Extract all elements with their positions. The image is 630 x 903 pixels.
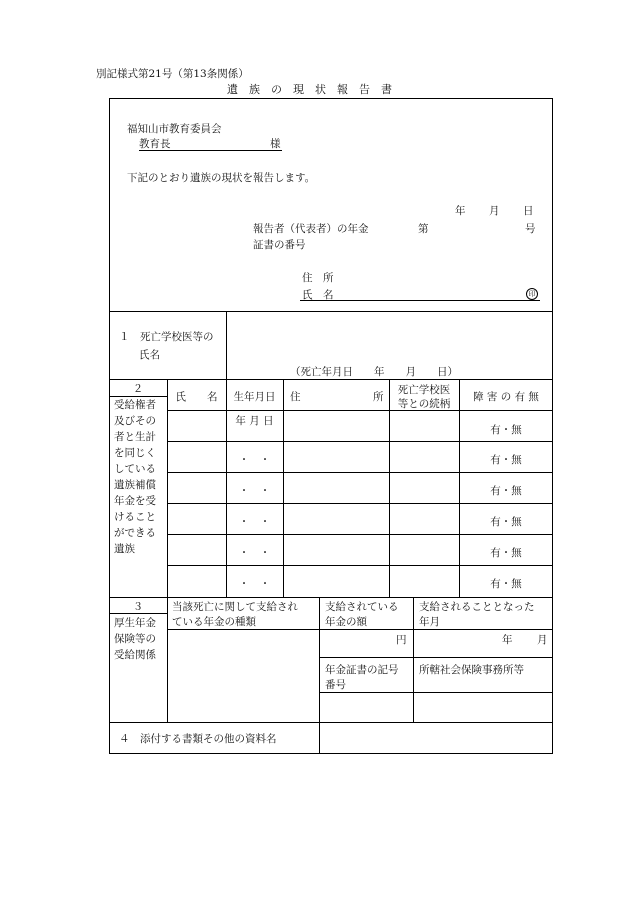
row6-disability: 有・無 (490, 578, 522, 590)
divider-s2-row3 (167, 503, 553, 504)
row1-disability: 有・無 (490, 424, 522, 436)
header-address-left: 住 (290, 391, 301, 403)
vline-s3-col2 (413, 597, 414, 722)
date-month: 月 (489, 205, 500, 217)
row5-disability: 有・無 (490, 547, 522, 559)
section2-label-line: を同じく (114, 447, 156, 459)
row6-birth: ・ ・ (238, 578, 271, 590)
header-disability: 障 害 の 有 無 (473, 391, 539, 403)
reporter-pension-dai: 第 (418, 223, 429, 235)
divider-s2-row1 (167, 441, 553, 442)
header-relation: 死亡学校医 (397, 384, 451, 396)
vline-s2-addr (389, 379, 390, 597)
header-name: 氏 名 (175, 391, 218, 403)
s3-pension-amount-header: 支給されている (325, 601, 399, 613)
section2-label-line: している (114, 463, 156, 475)
section1-death-date: （死亡年月日 年 月 日） (290, 366, 458, 378)
row5-birth: ・ ・ (238, 547, 271, 559)
divider-s2-row4 (167, 534, 553, 535)
document-title: 遺族の現状報告書 (227, 83, 403, 96)
reporter-address-label: 住 所 (302, 272, 334, 284)
header-birthdate: 生年月日 (233, 391, 276, 403)
row4-birth: ・ ・ (238, 516, 271, 528)
divider-section1 (109, 379, 553, 380)
vline-s3-col1 (319, 597, 320, 754)
reporter-pension-label-2: 証書の番号 (253, 239, 306, 251)
divider-s2-row5 (167, 565, 553, 566)
section2-label-line: 遺族 (114, 543, 135, 555)
section3-label (114, 615, 156, 663)
section1-label: １ 死亡学校医等の (119, 331, 214, 343)
addressee-honorific: 様 (270, 138, 281, 150)
section2-number: ２ (132, 383, 144, 395)
divider-s3-mid (319, 657, 553, 658)
row2-birth: ・ ・ (238, 454, 271, 466)
s3-pension-type-header: 当該死亡に関して支給され (172, 601, 298, 613)
section1-label-2: 氏名 (139, 349, 160, 361)
section2-label-line: 年金を受 (114, 495, 156, 507)
section3-label-line: 受給関係 (114, 649, 156, 661)
s3-year-unit: 年 (502, 634, 513, 646)
section2-label-line: ができる (114, 527, 156, 539)
section2-label-line: 遺族補償 (114, 479, 156, 491)
reporter-name-label: 氏 名 (302, 289, 334, 301)
s3-yen-unit: 円 (396, 634, 407, 646)
divider-section3 (109, 722, 553, 723)
section2-label (114, 397, 156, 557)
section3-number: ３ (132, 601, 144, 613)
header-address-right: 所 (373, 391, 384, 403)
s3-month-unit: 月 (537, 634, 548, 646)
date-day: 日 (523, 205, 534, 217)
addressee-underline (139, 150, 282, 151)
reporter-pension-go: 号 (525, 223, 536, 235)
addressee-org: 福知山市教育委員会 (127, 123, 222, 135)
row1-birth: 年 月 日 (235, 415, 274, 427)
section2-label-line: けること (114, 511, 156, 523)
divider-s2-header (167, 410, 553, 411)
section3-label-line: 保険等の (114, 633, 156, 645)
form-reference: 別記様式第21号（第13条関係） (96, 68, 249, 80)
s3-pension-type-header-2: ている年金の種類 (172, 616, 256, 628)
divider-s3-cert (319, 692, 553, 693)
section2-label-line: 受給権者 (114, 399, 156, 411)
vline-s2-birth (283, 379, 284, 597)
seal-icon: 印 (526, 288, 538, 300)
vline-s1-label (226, 311, 227, 379)
s3-cert-number-label-2: 番号 (325, 679, 346, 691)
s3-pension-amount-header-2: 年金の額 (325, 616, 367, 628)
s3-cert-number-label: 年金証書の記号 (325, 664, 399, 676)
s3-grant-date-header: 支給されることとなった (419, 601, 535, 613)
divider-section2 (109, 597, 553, 598)
date-year: 年 (455, 205, 466, 217)
section2-label-line: 及びその (114, 415, 156, 427)
vline-s2-label (167, 379, 168, 722)
header-relation-2: 等との続柄 (397, 398, 451, 410)
reporter-name-underline (300, 300, 540, 301)
row2-disability: 有・無 (490, 454, 522, 466)
reporter-pension-label: 報告者（代表者）の年金 (253, 223, 369, 235)
section3-label-line: 厚生年金 (114, 617, 156, 629)
s3-grant-date-header-2: 年月 (419, 616, 440, 628)
row3-birth: ・ ・ (238, 485, 271, 497)
row3-disability: 有・無 (490, 485, 522, 497)
divider-s3-header (167, 629, 553, 630)
s3-office-label: 所轄社会保険事務所等 (419, 664, 524, 676)
divider-s2-row2 (167, 472, 553, 473)
intro-text: 下記のとおり遺族の現状を報告します。 (127, 172, 316, 184)
divider-top-section (109, 311, 553, 312)
addressee-person: 教育長 (139, 138, 171, 150)
row4-disability: 有・無 (490, 516, 522, 528)
section4-label: ４ 添付する書類その他の資料名 (119, 733, 277, 745)
section2-label-line: 者と生計 (114, 431, 156, 443)
